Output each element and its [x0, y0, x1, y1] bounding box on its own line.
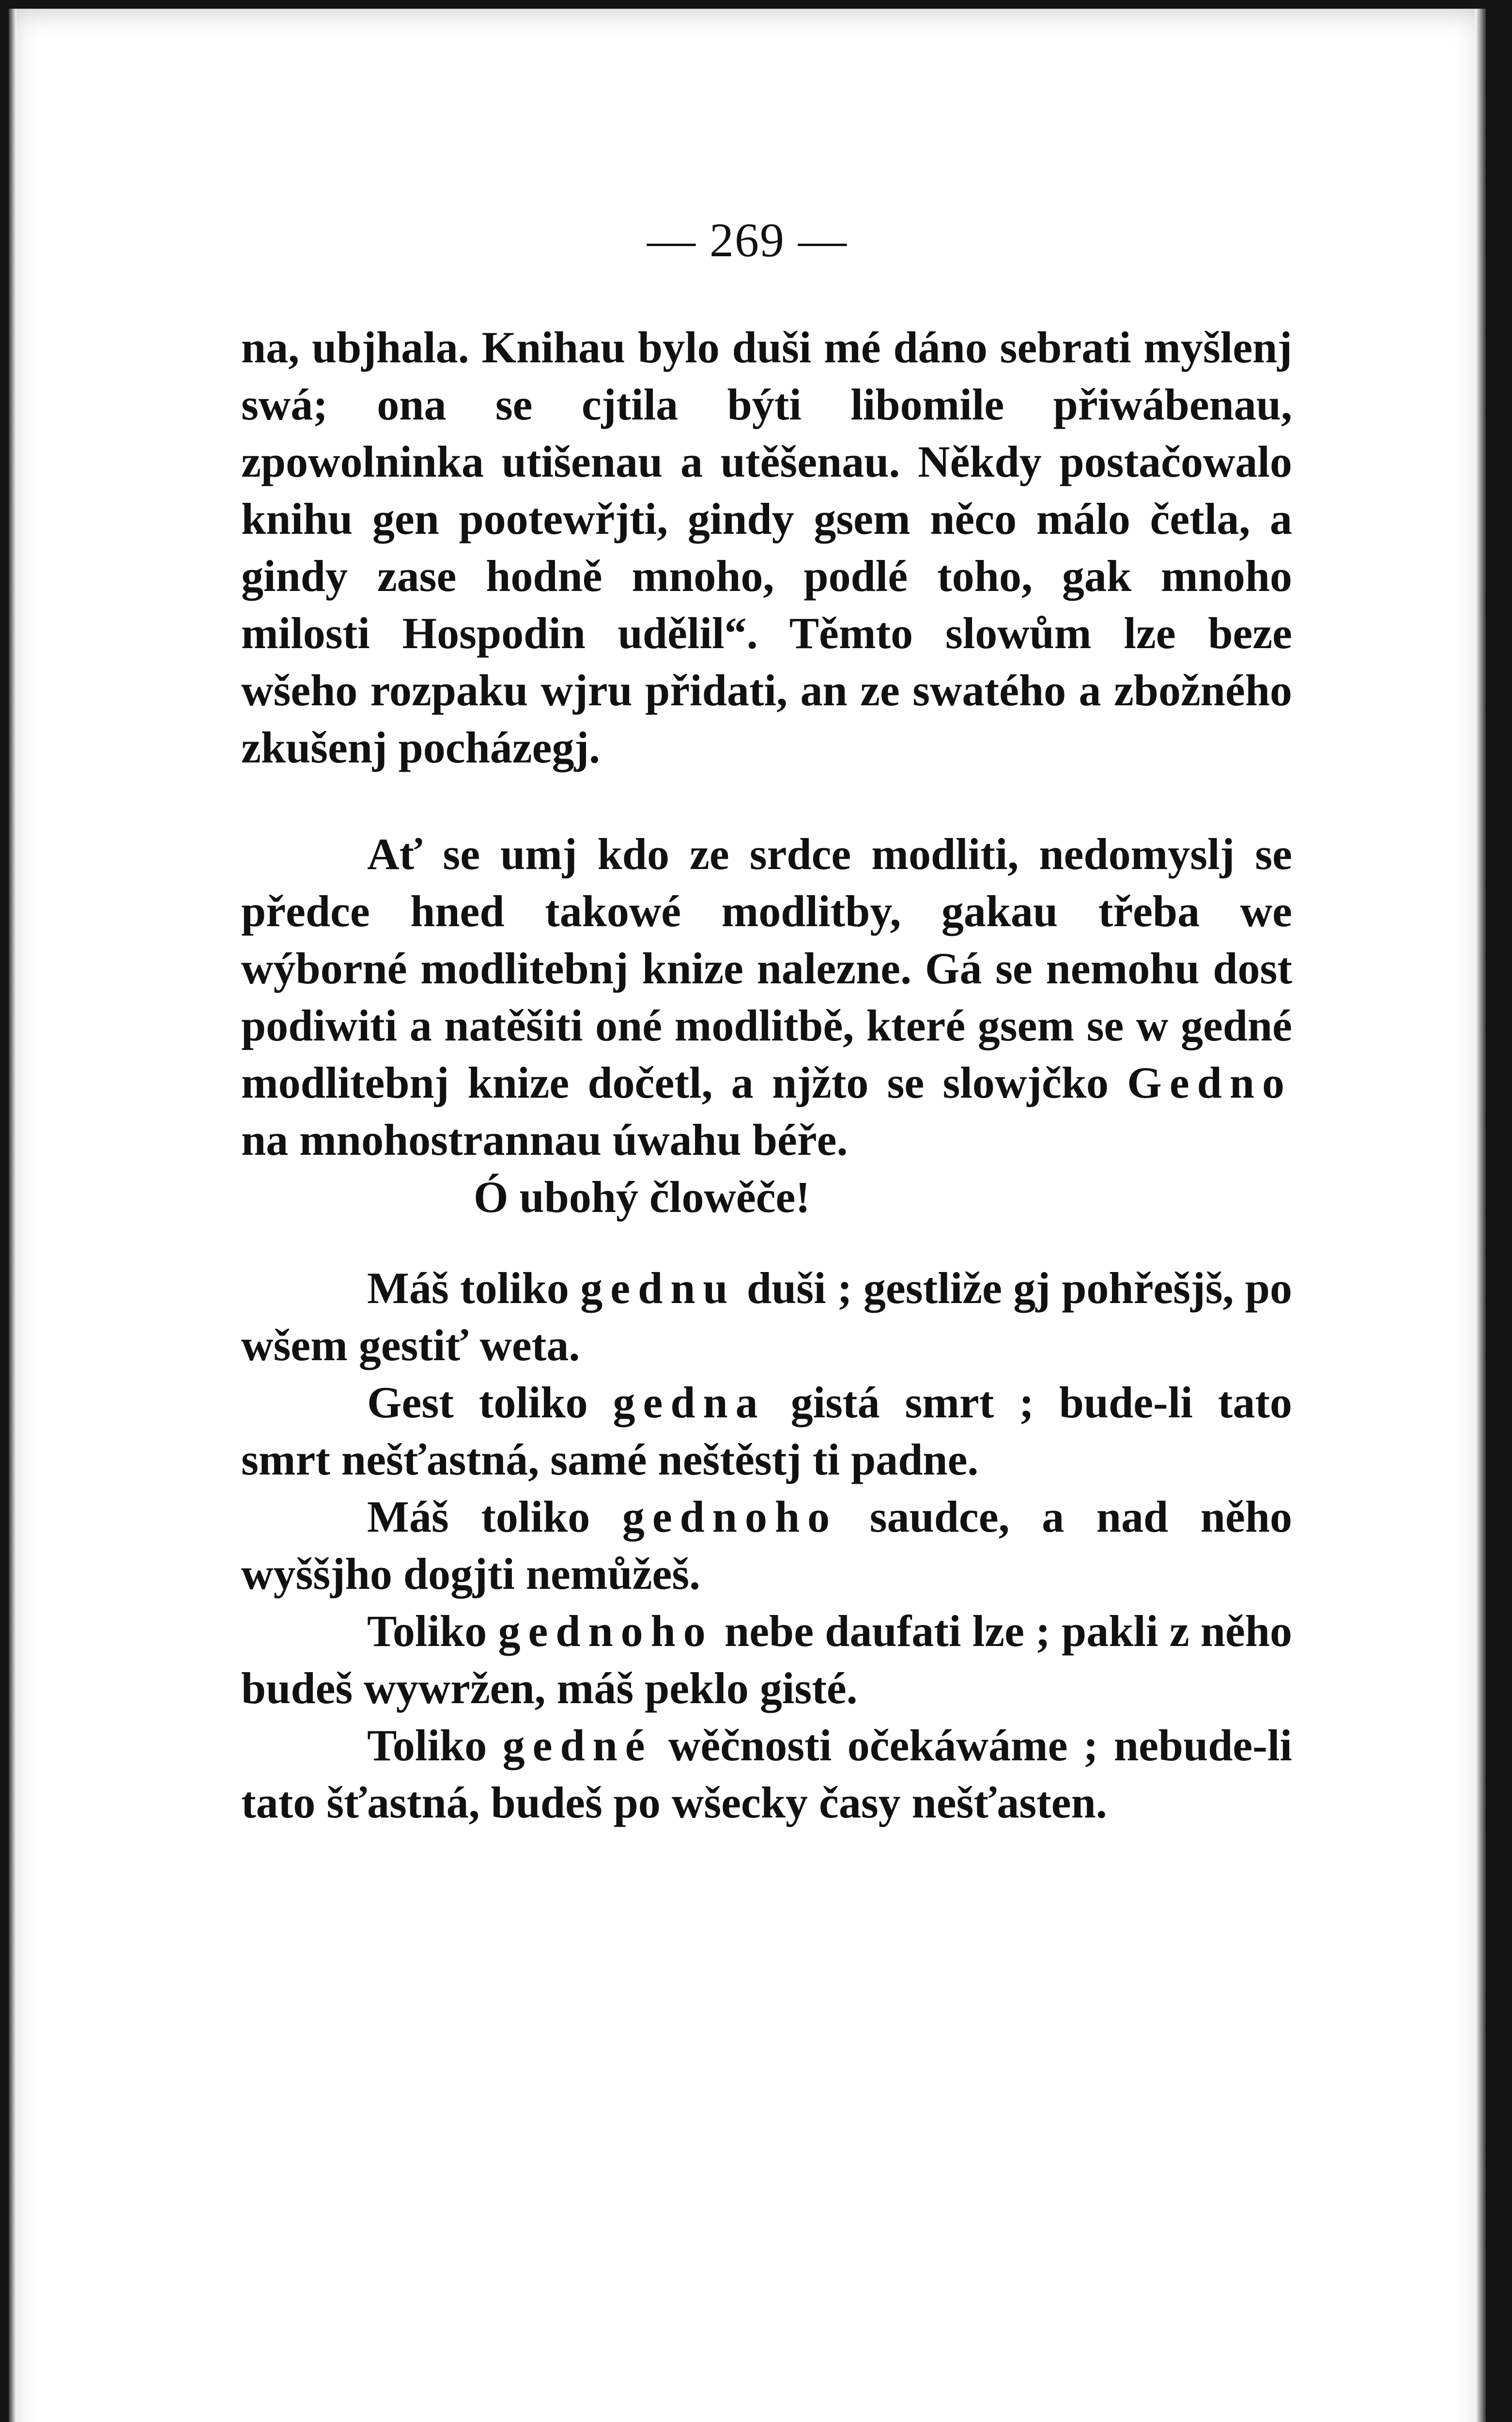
paragraph-2: [241, 825, 1292, 1168]
paragraph-1-text: na, ubjhala. Knihau bylo duši mé dáno sebrati myšlenj swá; ona se cjtila býti libomile přiwábenau, zpowolninka utišenau a utěšenau. Někdy postačowalo knihu gen pootewřjti, gindy gsem něco málo četla, a gindy zase hodně mnoho, podlé toho, gak mnoho milosti Hospodin udělil“. Těmto slowům lze beze wšeho rozpaku wjru přidati, an ze swatého a zbožného zkušenj pocházegj.: [241, 323, 1292, 772]
paragraph-7: [241, 1602, 1292, 1717]
paragraph-8-text: Toliko: [367, 1721, 503, 1770]
paragraph-8-text-end: wěčnosti očekáwáme ; nebude-li tato šťastná, budeš po wšecky časy nešťasten.: [241, 1721, 1292, 1827]
paragraph-7-text-end: nebe daufati lze ; pakli z něho budeš wywržen, máš peklo gisté.: [241, 1606, 1292, 1713]
spaced-word-gednoho-2: gednoho: [498, 1606, 713, 1656]
paragraph-2-text: Ať se umj kdo ze srdce modliti, nedomyslj se předce hned takowé modlitby, gakau třeba we wýborné modlitebnj knize nalezne. Gá se nemohu dost podiwiti a natěšiti oné modlitbě, které gsem se w gedné modlitebnj knize dočetl, a njžto se slowjčko: [241, 829, 1292, 1107]
page-edge-right: [1475, 9, 1486, 2422]
body-text: [241, 319, 1292, 1831]
spaced-word-gednoho: gednoho: [622, 1492, 838, 1541]
paragraph-5-text: Gest toliko: [367, 1378, 613, 1427]
spaced-word-gedno: Gedno: [1127, 1058, 1292, 1107]
spaced-word-gednu: gednu: [580, 1263, 736, 1313]
exclamation-text: Ó ubohý člowěče!: [474, 1172, 811, 1222]
paragraph-4: [241, 1259, 1292, 1374]
paragraph-7-text: Toliko: [367, 1606, 498, 1656]
paragraph-2-text-end: na mnohostrannau úwahu béře.: [241, 1115, 848, 1164]
book-page: [9, 9, 1486, 2422]
paragraph-8: [241, 1717, 1292, 1831]
paragraph-4-text-end: duši ; gestliže gj pohřešjš, po wšem gestiť weta.: [241, 1263, 1292, 1370]
paragraph-6: [241, 1488, 1292, 1602]
page-edge-left: [9, 9, 16, 2422]
paragraph-5-text-end: gistá smrt ; bude-li tato smrt nešťastná, samé neštěstj ti padne.: [241, 1378, 1292, 1484]
spaced-word-gedne: gedné: [502, 1721, 653, 1770]
paragraph-4-text: Máš toliko: [367, 1263, 581, 1313]
page-number: — 269 —: [647, 213, 848, 267]
exclamation-line: [241, 1168, 1292, 1226]
paragraph-6-text-end: saudce, a nad něho wyššjho dogjti nemůžeš.: [241, 1492, 1292, 1599]
paragraph-5: [241, 1374, 1292, 1488]
spaced-word-gedna: gedna: [613, 1378, 766, 1427]
paragraph-6-text: Máš toliko: [367, 1492, 622, 1541]
paragraph-1: [241, 319, 1292, 776]
